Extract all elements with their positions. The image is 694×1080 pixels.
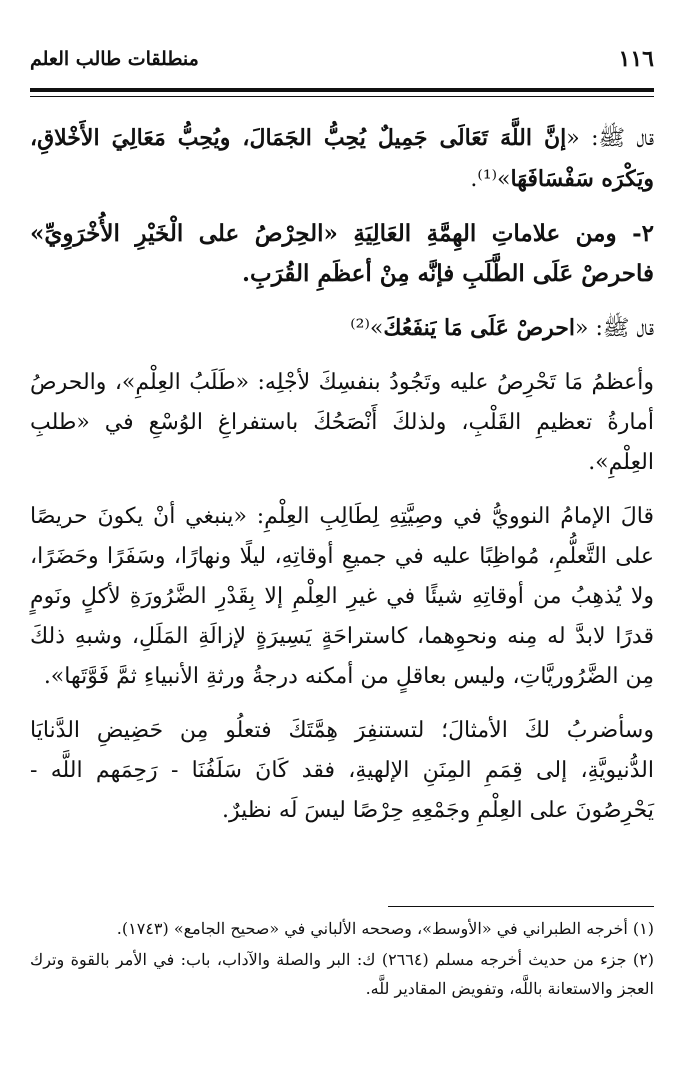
- hadith-quote: احرصْ عَلَى مَا يَنفَعُكَ: [383, 315, 576, 341]
- page-header: [30, 46, 654, 80]
- hadith-paragraph-2: [30, 308, 654, 349]
- footnotes: [30, 914, 654, 1005]
- section-heading-2: ٢- ومن علاماتِ الهِمَّةِ العَالِيَةِ «الحِرْصُ على الْخَيْرِ الأُخْرَوِيِّ» فاحرصْ عَلَى الطَّلَبِ فإنَّه مِنْ أعظَمِ القُرَبِ.: [30, 220, 654, 287]
- footnote-1: (١) أخرجه الطبراني في «الأوسط»، وصححه الألباني في «صحيح الجامع» (١٧٤٣).: [116, 919, 654, 938]
- hadith-intro: قال ﷺ: «: [575, 316, 654, 341]
- hadith-quote: إنَّ اللَّهَ تَعَالَى جَمِيلٌ يُحِبُّ الجَمَالَ، ويُحِبُّ مَعَالِيَ الأَخْلاقِ، ويَكْرَه سَفْسَافَهَا: [30, 125, 654, 192]
- body-paragraph: وأعظمُ مَا تَحْرِصُ عليه وتَجُودُ بنفسِكَ لأجْلِه: «طَلَبُ العِلْمِ»، والحرصُ أمارةُ تعظيمِ القَلْبِ، ولذلكَ أَنْصَحُكَ باستفراغِ الوُسْعِ في «طلبِ العِلْمِ».: [30, 370, 654, 475]
- footnote-2: (٢) جزء من حديث أخرجه مسلم (٢٦٦٤) ك: البر والصلة والآداب، باب: في الأمر بالقوة وترك العجز والاستعانة باللَّه، وتفويض المقادير للَّه.: [30, 950, 654, 998]
- body-paragraph: وسأضربُ لكَ الأمثالَ؛ لتستنفِرَ هِمَّتَكَ فتعلُو مِن حَضِيضِ الدَّنايَا الدُّنيويَّةِ، إلى قِمَمِ المِنَنِ الإلهيةِ، فقد كَانَ سَلَفُنَا - رَحِمَهم اللَّه - يَحْرِصُونَ على العِلْمِ وجَمْعِهِ حِرْصًا ليسَ لَه نظيرٌ.: [30, 718, 654, 823]
- body-paragraph: قالَ الإمامُ النوويُّ في وصِيَّتِهِ لِطَالِبِ العِلْمِ: «ينبغي أنْ يكونَ حريصًا على التَّعلُّمِ، مُواظِبًا عليه في جميعِ أوقاتِهِ، ليلًا ونهارًا، وسَفَرًا وحَضَرًا، ولا يُذهِبُ من أوقاتِهِ شيئًا في غيرِ العِلْمِ إلا بِقَدْرِ الضَّرُورَةِ لأكلٍ ونَومٍ قدرًا لابدَّ له مِنه ونحوِهما، كاستراحَةٍ يَسِيرَةٍ لإزالَةِ المَلَلِ، وشبهِ ذلكَ مِن الضَّرُوريَّاتِ، وليس بعاقلٍ من أمكنه درجةُ ورثةِ الأنبياءِ ثمَّ فَوَّتَها».: [30, 504, 654, 689]
- footnote-separator: [388, 906, 654, 907]
- hadith-outro: »⁽²⁾: [350, 316, 384, 341]
- main-text: [30, 118, 654, 845]
- hadith-paragraph-1: [30, 118, 654, 200]
- running-title: منطلقات طالب العلم: [30, 48, 199, 70]
- header-rule-thin: [30, 96, 654, 97]
- hadith-outro: »⁽¹⁾.: [470, 167, 511, 192]
- header-rule-thick: [30, 88, 654, 92]
- page-number: ١١٦: [618, 46, 654, 72]
- hadith-intro: قال ﷺ: «: [566, 126, 654, 151]
